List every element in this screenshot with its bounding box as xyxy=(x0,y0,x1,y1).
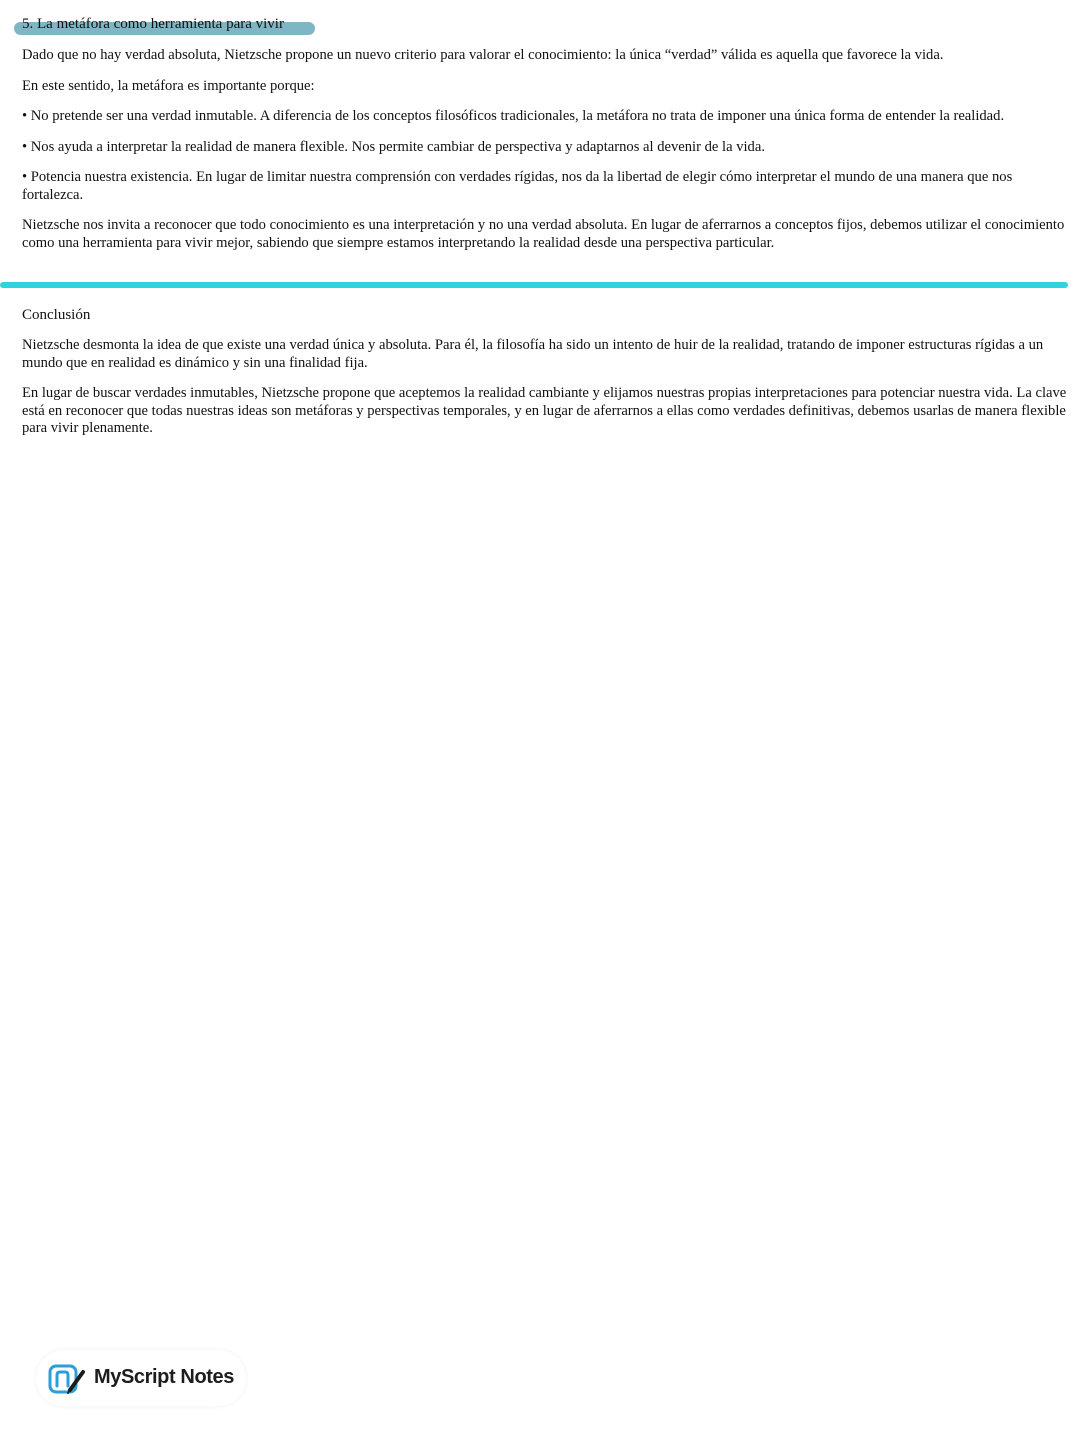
bullet-item: • No pretende ser una verdad inmutable. A diferencia de los conceptos filosóficos tradicionales, la metáfora no trata de imponer una única forma de entender la realidad. xyxy=(22,108,1005,124)
paragraph: Nietzsche desmonta la idea de que existe una verdad única y absoluta. Para él, la filosofía ha sido un intento de huir de la realidad, tratando de imponer estructuras rígidas a un mundo que en realidad es dinámico y sin una finalidad fija. xyxy=(22,337,1044,371)
myscript-logo-icon xyxy=(48,1360,88,1400)
bullet-item: • Nos ayuda a interpretar la realidad de manera flexible. Nos permite cambiar de perspectiva y adaptarnos al devenir de la vida. xyxy=(22,138,765,155)
section-body xyxy=(22,47,1070,265)
paragraph: En este sentido, la metáfora es importante porque: xyxy=(22,77,315,94)
paragraph: Nietzsche nos invita a reconocer que todo conocimiento es una interpretación y no una verdad absoluta. En lugar de aferrarnos a conceptos fijos, debemos utilizar el conocimiento como una herramienta para vivir mejor, sabiendo que siempre estamos interpretando la realidad desde una perspectiva particular. xyxy=(22,217,1065,251)
section-heading-wrap xyxy=(14,14,284,38)
myscript-badge xyxy=(36,1350,246,1406)
section-heading: 5. La metáfora como herramienta para vivir xyxy=(22,16,284,32)
paragraph: En lugar de buscar verdades inmutables, Nietzsche propone que aceptemos la realidad cambiante y elijamos nuestras propias interpretaciones para potenciar nuestra vida. La clave está en reconocer que todas nuestras ideas son metáforas y perspectivas temporales, y en lugar de aferrarnos a ellas como verdades definitivas, debemos usarlas de manera flexible para vivir plenamente. xyxy=(22,385,1067,436)
conclusion-title: Conclusión xyxy=(22,307,91,323)
paragraph: Dado que no hay verdad absoluta, Nietzsche propone un nuevo criterio para valorar el conocimiento: la única “verdad” válida es aquella que favorece la vida. xyxy=(22,47,944,63)
section-divider xyxy=(0,282,1068,288)
bullet-item: • Potencia nuestra existencia. En lugar de limitar nuestra comprensión con verdades rígidas, nos da la libertad de elegir cómo interpretar el mundo de una manera que nos fortalezca. xyxy=(22,169,1013,203)
app-name: MyScript Notes xyxy=(94,1366,234,1388)
conclusion-section xyxy=(22,306,1070,451)
